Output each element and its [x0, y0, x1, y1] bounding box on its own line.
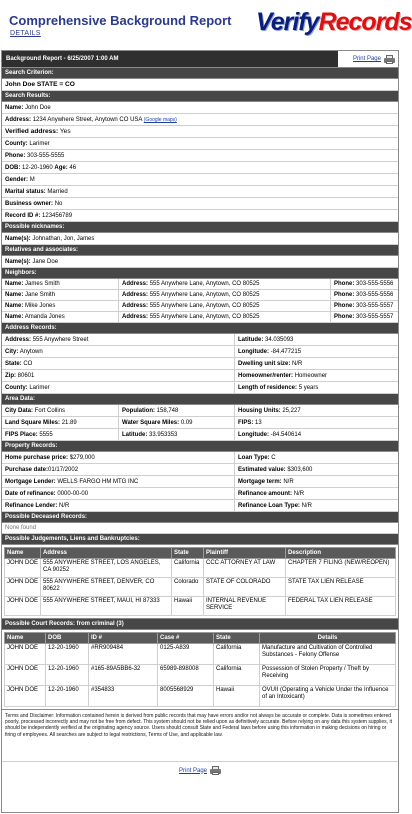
table-row: JOHN DOE 12-20-1960 #354833 8005568929 Hawaii OVUII (Operating a Vehicle Under the Influence of an Intoxicant) — [5, 686, 396, 707]
section-deceased-records: Possible Deceased Records: — [2, 512, 398, 523]
address-record-row: Address: 555 Anywhere Street Latitude: 34.035093 — [2, 334, 398, 346]
search-criterion-value: John Doe STATE = CO — [2, 79, 398, 91]
details-link[interactable]: DETAILS — [10, 30, 41, 37]
print-page-link[interactable]: Print Page — [352, 56, 381, 62]
table-header: Description — [286, 548, 396, 559]
property-row: Purchase date:01/17/2002 Estimated value: $303,600 — [2, 464, 398, 476]
address-record-row: Zip: 80601 Homeowner/renter: Homeowner — [2, 370, 398, 382]
printer-icon[interactable] — [210, 766, 221, 775]
section-nicknames: Possible nicknames: — [2, 222, 398, 233]
table-row: JOHN DOE 555 ANYWHERE STREET, LOS ANGELES, CA 90252 California CCC ATTORNEY AT LAW CHAPTER 7 FILING (NEW/REOPEN) — [5, 559, 396, 578]
terms-disclaimer: Terms and Disclaimer: Information contained herein is derived from public records that may have errors and/or not always be accurate or complete. Data is sometimes entered poorly, processed incorrectly and may not be free from defect. This system should not be relied upon as definitively accurate. Before relying on any data this system supplies, it should be independently verified at the originating agency source. Users should consult State and Federal laws before using this information in making decisions on hiring or firing of employees. All searches are subject to legal restrictions, Terms of Use, and applicable law. — [2, 710, 398, 762]
result-county: County: Larimer — [2, 138, 398, 150]
section-search-criterion: Search Criterion: — [2, 68, 398, 79]
section-neighbors: Neighbors: — [2, 268, 398, 279]
area-data-row: City Data: Fort Collins Population: 158,748 Housing Units: 25,227 — [2, 405, 398, 417]
result-business: Business owner: No — [2, 198, 398, 210]
report-header-bar — [2, 51, 398, 68]
nicknames-value: Name(s): Johnathan, Jon, James — [2, 233, 398, 245]
section-area-data: Area Data: — [2, 394, 398, 405]
printer-icon[interactable] — [384, 55, 395, 64]
table-row: JOHN DOE 12-20-1960 #165-89A5BB6-32 65989-898008 California Possession of Stolen Property / Theft by Receiving — [5, 665, 396, 686]
neighbor-row: Name: Mike Jones Address: 555 Anywhere Lane, Anytown, CO 80525 Phone: 303-555-5557 — [2, 301, 398, 312]
section-court-records: Possible Court Records: from criminal (3) — [2, 619, 398, 630]
result-record-id: Record ID #: 123456789 — [2, 210, 398, 222]
property-row: Home purchase price: $279,000 Loan Type: C — [2, 452, 398, 464]
table-header: ID # — [89, 633, 158, 644]
table-header: Details — [260, 633, 396, 644]
page-title: Comprehensive Background Report — [9, 13, 232, 28]
print-page-link-bottom[interactable]: Print Page — [178, 767, 208, 774]
court-records-table — [4, 632, 396, 707]
section-judgements: Possible Judgements, Liens and Bankruptcies: — [2, 534, 398, 545]
property-row: Date of refinance: 0000-00-00 Refinance amount: N/R — [2, 488, 398, 500]
result-dob-age: DOB: 12-20-1960 Age: 46 — [2, 162, 398, 174]
report-container — [1, 50, 399, 813]
table-row: JOHN DOE 555 ANYWHERE STREET, DENVER, CO 80622 Colorado STATE OF COLORADO STATE TAX LIEN RELEASE — [5, 578, 396, 597]
google-maps-link[interactable]: (Google maps) — [143, 117, 177, 123]
section-property-records: Property Records: — [2, 441, 398, 452]
result-verified: Verified address: Yes — [2, 126, 398, 138]
section-relatives: Relatives and associates: — [2, 245, 398, 256]
section-search-results: Search Results: — [2, 91, 398, 102]
relatives-value: Name(s): Jane Doe — [2, 256, 398, 268]
deceased-value: None found — [2, 523, 398, 534]
judgements-table — [4, 547, 396, 616]
table-header: State — [172, 548, 204, 559]
page-header — [0, 0, 412, 48]
address-record-row: City: Anytown Longitude: -84.477215 — [2, 346, 398, 358]
property-row: Refinance Lender: N/R Refinance Loan Type: N/R — [2, 500, 398, 512]
result-marital: Marital status: Married — [2, 186, 398, 198]
result-gender: Gender: M — [2, 174, 398, 186]
section-address-records: Address Records: — [2, 323, 398, 334]
table-row: JOHN DOE 555 ANYWHERE STREET, MAUI, HI 87333 Hawaii INTERNAL REVENUE SERVICE FEDERAL TAX LIEN RELEASE — [5, 597, 396, 616]
report-title: Background Report - 6/25/2007 1:00 AM — [2, 51, 338, 67]
address-record-row: County: Larimer Length of residence: 5 years — [2, 382, 398, 394]
table-row: JOHN DOE 12-20-1960 #RR909484 0125-A839 California Manufacture and Cultivation of Controlled Substances - Felony Offense — [5, 644, 396, 665]
result-phone: Phone: 303-555-5555 — [2, 150, 398, 162]
table-header: Plaintiff — [204, 548, 286, 559]
neighbor-row: Name: Jane Smith Address: 555 Anywhere Lane, Anytown, CO 80525 Phone: 303-555-5556 — [2, 290, 398, 301]
table-header: State — [214, 633, 260, 644]
verifyrecords-logo: VerifyRecords — [256, 8, 412, 36]
table-header: Name — [5, 548, 41, 559]
neighbor-row: Name: Amanda Jones Address: 555 Anywhere Lane, Anytown, CO 80525 Phone: 303-555-5557 — [2, 312, 398, 323]
neighbor-row: Name: James Smith Address: 555 Anywhere Lane, Anytown, CO 80525 Phone: 303-555-5556 — [2, 279, 398, 290]
table-header: Name — [5, 633, 46, 644]
footer-print — [2, 762, 398, 775]
address-record-row: State: CO Dwelling unit size: N/R — [2, 358, 398, 370]
property-row: Mortgage Lender: WELLS FARGO HM MTG INC Mortgage term: N/R — [2, 476, 398, 488]
table-header: Case # — [158, 633, 214, 644]
result-address: Address: 1234 Anywhere Street, Anytown CO USA (Google maps) — [2, 114, 398, 126]
result-name: Name: John Doe — [2, 102, 398, 114]
area-data-row: Land Square Miles: 21.89 Water Square Miles: 0.09 FIPS: 13 — [2, 417, 398, 429]
table-header: DOB — [46, 633, 89, 644]
area-data-row: FIPS Place: 5555 Latitude: 33.953353 Longitude: -84.540614 — [2, 429, 398, 441]
table-header: Address — [41, 548, 172, 559]
